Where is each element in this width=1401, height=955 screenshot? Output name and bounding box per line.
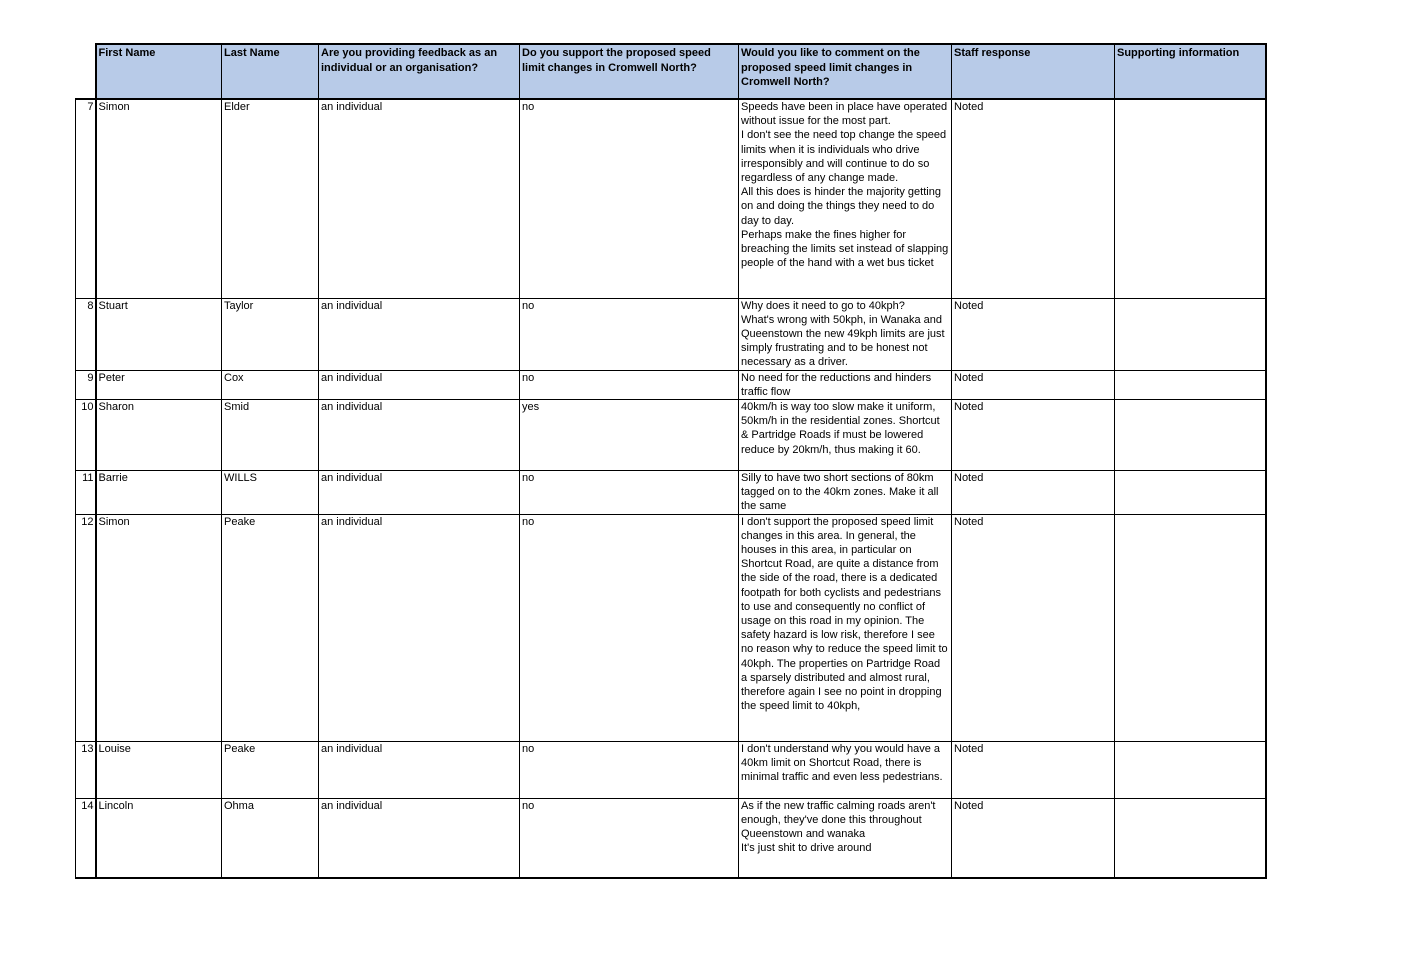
feedback-as-cell: an individual — [319, 99, 520, 298]
last-name-cell: Cox — [222, 370, 319, 399]
table-row — [76, 399, 1266, 470]
feedback-as-header: Are you providing feedback as an individual or an organisation? — [319, 44, 520, 99]
row-number: 12 — [76, 514, 96, 741]
supporting-info-cell — [1115, 399, 1266, 470]
comment-cell: 40km/h is way too slow make it uniform, 50km/h in the residential zones. Shortcut & Partridge Roads if must be lowered reduce by 20km/h, thus making it 60. — [739, 399, 952, 470]
staff-response-cell: Noted — [952, 798, 1115, 878]
staff-response-cell: Noted — [952, 741, 1115, 798]
feedback-as-cell: an individual — [319, 741, 520, 798]
last-name-cell: Smid — [222, 399, 319, 470]
row-number: 14 — [76, 798, 96, 878]
table-row — [76, 741, 1266, 798]
supporting-info-cell — [1115, 741, 1266, 798]
first-name-cell: Stuart — [96, 298, 222, 370]
support-cell: yes — [520, 399, 739, 470]
last-name-cell: Elder — [222, 99, 319, 298]
support-cell: no — [520, 370, 739, 399]
first-name-cell: Louise — [96, 741, 222, 798]
last-name-cell: Peake — [222, 514, 319, 741]
table-row — [76, 298, 1266, 370]
feedback-as-cell: an individual — [319, 399, 520, 470]
row-number-header — [76, 44, 96, 99]
supporting-info-cell — [1115, 514, 1266, 741]
row-number: 10 — [76, 399, 96, 470]
last-name-cell: Peake — [222, 741, 319, 798]
staff-response-cell: Noted — [952, 99, 1115, 298]
row-number: 13 — [76, 741, 96, 798]
first-name-cell: Simon — [96, 514, 222, 741]
support-cell: no — [520, 99, 739, 298]
support-cell: no — [520, 470, 739, 514]
last-name-cell: Ohma — [222, 798, 319, 878]
comment-cell: I don't support the proposed speed limit changes in this area. In general, the houses in this area, in particular on Shortcut Road, are quite a distance from the side of the road, there is a dedicated footpath for both cyclists and pedestrians to use and consequently no conflict of usage on this road in my opinion. The safety hazard is low risk, therefore I see no reason why to reduce the speed limit to 40kph. The properties on Partridge Road a sparsely distributed and almost rural, therefore again I see no point in dropping the speed limit to 40kph, — [739, 514, 952, 741]
row-number: 11 — [76, 470, 96, 514]
staff-response-header: Staff response — [952, 44, 1115, 99]
supporting-info-header: Supporting information — [1115, 44, 1266, 99]
comment-header: Would you like to comment on the proposed speed limit changes in Cromwell North? — [739, 44, 952, 99]
staff-response-cell: Noted — [952, 370, 1115, 399]
table-row — [76, 370, 1266, 399]
table-row — [76, 798, 1266, 878]
comment-cell: Why does it need to go to 40kph? What's wrong with 50kph, in Wanaka and Queenstown the new 49kph limits are just simply frustrating and to be honest not necessary as a driver. — [739, 298, 952, 370]
support-header: Do you support the proposed speed limit changes in Cromwell North? — [520, 44, 739, 99]
comment-cell: As if the new traffic calming roads aren't enough, they've done this throughout Queenstown and wanaka It's just shit to drive around — [739, 798, 952, 878]
staff-response-cell: Noted — [952, 470, 1115, 514]
first-name-cell: Lincoln — [96, 798, 222, 878]
comment-cell: Speeds have been in place have operated without issue for the most part. I don't see the need top change the speed limits when it is individuals who drive irresponsibly and will continue to do so regardless of any change made. All this does is hinder the majority getting on and doing the things they need to do day to day. Perhaps make the fines higher for breaching the limits set instead of slapping people of the hand with a wet bus ticket — [739, 99, 952, 298]
comment-cell: No need for the reductions and hinders traffic flow — [739, 370, 952, 399]
last-name-cell: Taylor — [222, 298, 319, 370]
first-name-cell: Barrie — [96, 470, 222, 514]
support-cell: no — [520, 298, 739, 370]
feedback-as-cell: an individual — [319, 470, 520, 514]
feedback-as-cell: an individual — [319, 298, 520, 370]
support-cell: no — [520, 514, 739, 741]
feedback-as-cell: an individual — [319, 514, 520, 741]
row-number: 8 — [76, 298, 96, 370]
row-number: 7 — [76, 99, 96, 298]
first-name-cell: Simon — [96, 99, 222, 298]
table-row — [76, 514, 1266, 741]
table-row — [76, 99, 1266, 298]
support-cell: no — [520, 798, 739, 878]
last-name-header: Last Name — [222, 44, 319, 99]
first-name-cell: Peter — [96, 370, 222, 399]
supporting-info-cell — [1115, 298, 1266, 370]
table-row — [76, 470, 1266, 514]
row-number: 9 — [76, 370, 96, 399]
supporting-info-cell — [1115, 370, 1266, 399]
staff-response-cell: Noted — [952, 514, 1115, 741]
submissions-table — [75, 43, 1267, 879]
supporting-info-cell — [1115, 798, 1266, 878]
last-name-cell: WILLS — [222, 470, 319, 514]
comment-cell: I don't understand why you would have a 40km limit on Shortcut Road, there is minimal traffic and even less pedestrians. — [739, 741, 952, 798]
first-name-cell: Sharon — [96, 399, 222, 470]
feedback-as-cell: an individual — [319, 370, 520, 399]
supporting-info-cell — [1115, 99, 1266, 298]
first-name-header: First Name — [96, 44, 222, 99]
staff-response-cell: Noted — [952, 399, 1115, 470]
staff-response-cell: Noted — [952, 298, 1115, 370]
support-cell: no — [520, 741, 739, 798]
comment-cell: Silly to have two short sections of 80km tagged on to the 40km zones. Make it all the same — [739, 470, 952, 514]
feedback-as-cell: an individual — [319, 798, 520, 878]
header-row — [76, 44, 1266, 99]
supporting-info-cell — [1115, 470, 1266, 514]
